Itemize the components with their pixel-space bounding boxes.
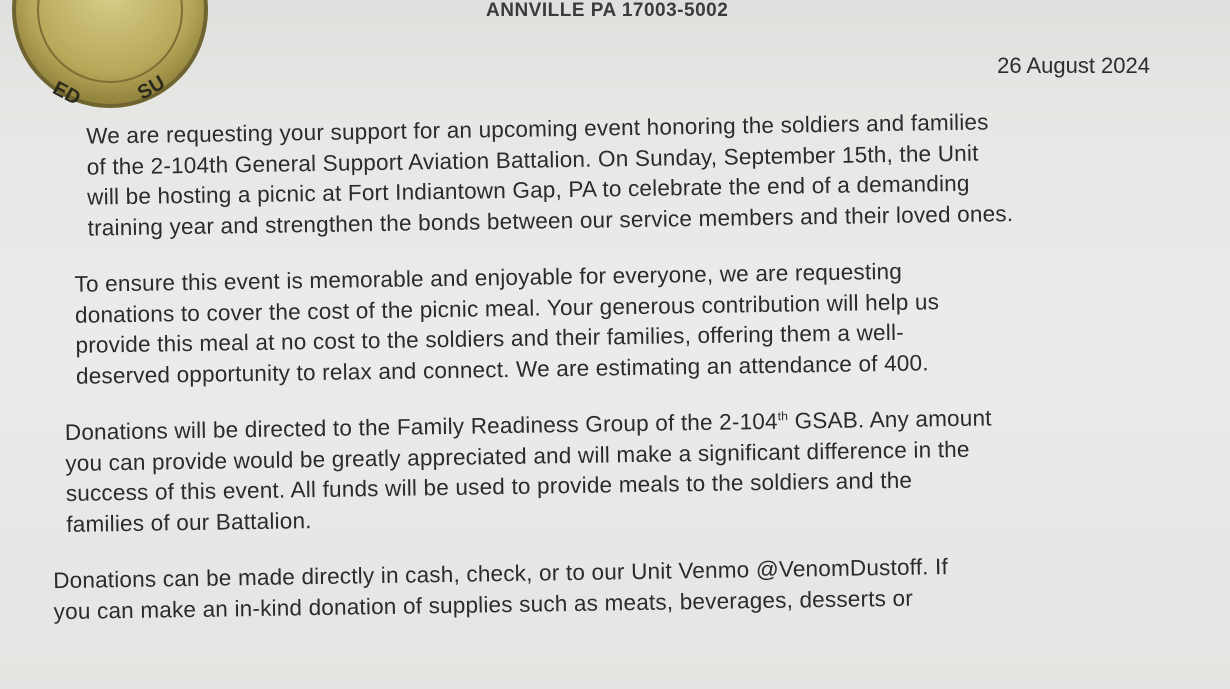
paragraph-fund-direction <box>65 400 1187 540</box>
text-line: Donations can be made directly in cash, check, or to our Unit Venmo @VenomDustoff. If <box>53 554 949 594</box>
paragraph-donation-request <box>62 252 1184 392</box>
text-line: success of this event. All funds will be used to provide meals to the soldiers and the <box>65 467 913 506</box>
text-line: deserved opportunity to relax and connect. We are estimating an attendance of 400. <box>75 349 929 389</box>
paragraph-donation-methods <box>53 548 1188 627</box>
seal-emblem-icon <box>30 0 190 108</box>
text-segment: Donations will be directed to the Family Readiness Group of the 2-104 <box>64 408 778 445</box>
text-line: families of our Battalion. <box>66 507 312 537</box>
text-segment: GSAB. Any amount <box>787 405 992 434</box>
text-line: of the 2-104th General Support Aviation Battalion. On Sunday, September 15th, the Unit <box>86 140 979 180</box>
seal-text-su: SU <box>133 71 169 105</box>
text-line: will be hosting a picnic at Fort Indiantown Gap, PA to celebrate the end of a demanding <box>86 170 970 210</box>
letter-date: 26 August 2024 <box>997 53 1150 78</box>
text-line: donations to cover the cost of the picnic meal. Your generous contribution will help us <box>74 288 940 328</box>
text-line: provide this meal at no cost to the soldiers and their families, offering them a well- <box>75 319 905 358</box>
text-line: training year and strengthen the bonds between our service members and their loved ones. <box>87 200 1014 241</box>
text-line: To ensure this event is memorable and enjoyable for everyone, we are requesting <box>74 258 903 297</box>
paragraph-event-intro <box>60 104 1182 244</box>
letterhead-address: ANNVILLE PA 17003-5002 <box>486 0 729 21</box>
unit-seal <box>30 0 190 110</box>
letter-body <box>53 104 1188 653</box>
seal-text-ed: ED <box>49 77 84 110</box>
text-line: you can provide would be greatly appreciated and will make a significant difference in the <box>65 436 970 476</box>
text-line: We are requesting your support for an upcoming event honoring the soldiers and families <box>86 109 989 149</box>
ordinal-suffix: th <box>777 409 789 424</box>
text-line: you can make an in-kind donation of supplies such as meats, beverages, desserts or <box>53 585 914 624</box>
